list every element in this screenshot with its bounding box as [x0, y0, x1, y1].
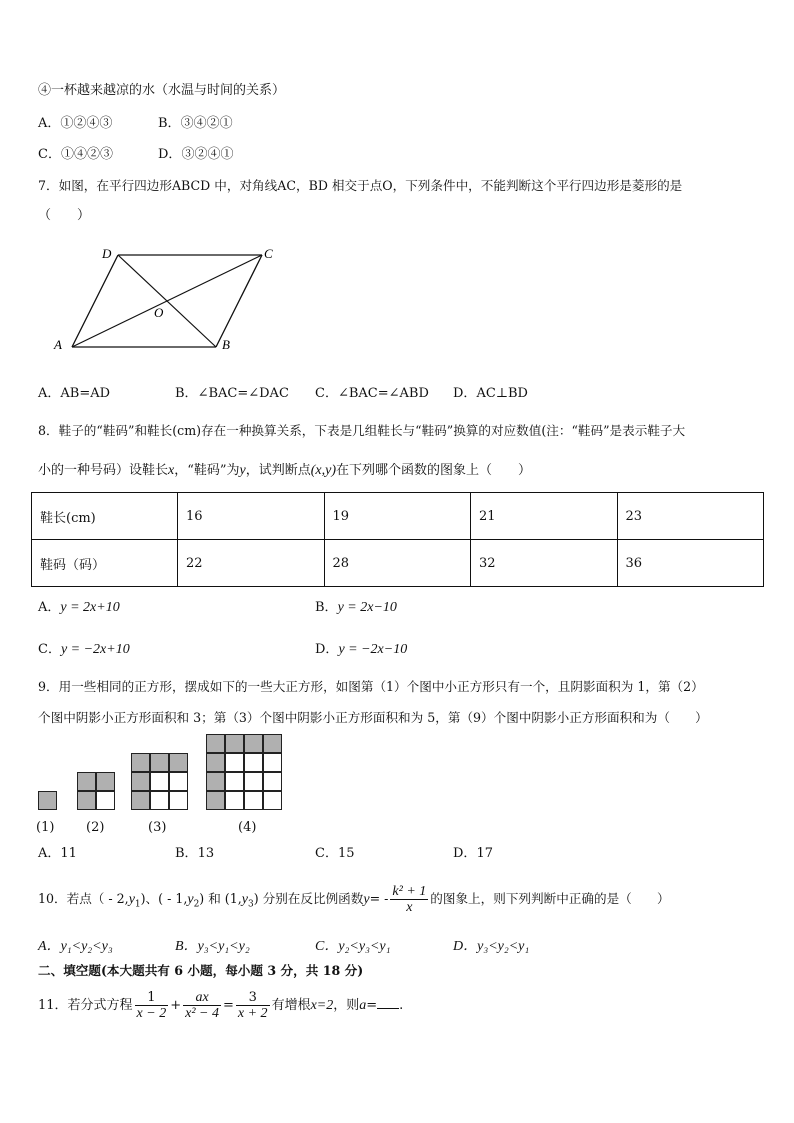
table-cell: 16	[178, 493, 325, 540]
q8-option-c[interactable]: C．y = −2x+10	[38, 642, 130, 657]
blank-square	[169, 791, 188, 810]
q6-option-a[interactable]: A．①②④③	[38, 116, 113, 131]
blank-square	[244, 791, 263, 810]
q11-fraction-3: $\frac{3}{x + 2}$	[237, 990, 268, 1021]
shaded-square	[96, 772, 115, 791]
q6-option-b[interactable]: B．③④②①	[158, 116, 233, 131]
vertex-label-a: A	[54, 337, 62, 352]
figure-caption-4: (4)	[238, 820, 257, 835]
blank-square	[263, 791, 282, 810]
q10-option-c[interactable]: C．y₂<y₃<y₁	[315, 939, 391, 954]
table-cell: 19	[324, 493, 471, 540]
q7-option-a[interactable]: A．AB=AD	[38, 386, 111, 401]
figure-caption-2: (2)	[86, 820, 105, 835]
q6-option-c[interactable]: C．①④②③	[38, 147, 113, 162]
q6-item4: ④一杯越来越凉的水（水温与时间的关系）	[38, 83, 286, 98]
table-cell: 23	[617, 493, 764, 540]
q8-option-a[interactable]: A．y = 2x+10	[38, 600, 120, 615]
shaded-square	[131, 791, 150, 810]
shaded-square	[263, 734, 282, 753]
table-cell: 22	[178, 540, 325, 587]
q8-option-d[interactable]: D．y = −2x−10	[315, 642, 408, 657]
q7-stem-line2: （ ）	[38, 208, 91, 223]
shaded-square	[206, 753, 225, 772]
shaded-square	[38, 791, 57, 810]
section-heading: 二、填空题(本大题共有 6 小题，每小题 3 分，共 18 分)	[38, 963, 364, 978]
vertex-label-d: D	[102, 246, 112, 261]
parallelogram-figure	[40, 240, 300, 360]
q10-stem: 10．若点（ - $2,y_1$)、( - $1,y_2$) 和 $(1,y_3)$ 分别在反比例函数y= - $\frac{\text{k² + 1}}{x}$ 的图象上，则下列判断中正确的是（ ）	[38, 884, 670, 915]
shaded-square	[206, 734, 225, 753]
side-bc	[216, 255, 262, 347]
shaded-square	[244, 734, 263, 753]
q8-stem-line1: 8．鞋子的“鞋码”和鞋长(cm)存在一种换算关系，下表是几组鞋长与“鞋码”换算的对应数值(注：“鞋码”是表示鞋子大	[38, 423, 686, 438]
shaded-square	[77, 791, 96, 810]
shaded-square	[131, 772, 150, 791]
table-row-header: 鞋码（码）	[32, 540, 178, 587]
shaded-square	[225, 734, 244, 753]
blank-square	[150, 791, 169, 810]
q11-stem: 11．若分式方程 $\frac{1}{x - 2}$ + $\frac{ax}{\text{x² − 4}}$ = $\frac{3}{x + 2}$ 有增根x=2，则a= .	[38, 990, 404, 1021]
q9-option-c[interactable]: C．15	[315, 846, 355, 861]
blank-square	[150, 772, 169, 791]
center-label-o: O	[154, 305, 164, 320]
blank-square	[225, 772, 244, 791]
q11-fraction-1: $\frac{1}{x - 2}$	[136, 990, 167, 1021]
blank-square	[96, 791, 115, 810]
q9-stem-line1: 9．用一些相同的正方形，摆成如下的一些大正方形，如图第（1）个图中小正方形只有一个，且阴影面积为 1，第（2）	[38, 679, 704, 694]
figure-caption-3: (3)	[148, 820, 167, 835]
q7-option-d[interactable]: D．AC⊥BD	[453, 386, 528, 401]
q10-option-a[interactable]: A．y₁<y₂<y₃	[38, 939, 113, 954]
shaded-square	[169, 753, 188, 772]
vertex-label-b: B	[222, 337, 230, 352]
blank-square	[244, 772, 263, 791]
blank-square	[263, 753, 282, 772]
shaded-square	[150, 753, 169, 772]
shaded-square	[206, 791, 225, 810]
table-row-header: 鞋长(cm)	[32, 493, 178, 540]
table-cell: 21	[471, 493, 618, 540]
blank-square	[225, 753, 244, 772]
shoe-size-table	[31, 492, 764, 587]
table-cell: 36	[617, 540, 764, 587]
q7-option-c[interactable]: C．∠BAC=∠ABD	[315, 386, 429, 401]
answer-blank[interactable]	[377, 996, 399, 1009]
blank-square	[169, 772, 188, 791]
q9-stem-line2: 个图中阴影小正方形面积和 3；第（3）个图中阴影小正方形面积和为 5，第（9）个图中阴影小正方形面积和为（ ）	[38, 710, 708, 725]
side-da	[72, 255, 118, 347]
diagonal-bd	[118, 255, 216, 347]
q10-option-d[interactable]: D．y₃<y₂<y₁	[453, 939, 530, 954]
shaded-square	[206, 772, 225, 791]
q8-stem-line2: 小的一种号码）设鞋长x，“鞋码”为y，试判断点(x,y)在下列哪个函数的图象上（ ）	[38, 463, 532, 478]
table-row	[32, 540, 764, 587]
q10-fraction: $\frac{\text{k² + 1}}{x}$	[392, 884, 427, 915]
figure-caption-1: (1)	[36, 820, 55, 835]
blank-square	[244, 753, 263, 772]
table-cell: 28	[324, 540, 471, 587]
shaded-square	[77, 772, 96, 791]
table-cell: 32	[471, 540, 618, 587]
table-row	[32, 493, 764, 540]
q7-option-b[interactable]: B．∠BAC=∠DAC	[175, 386, 289, 401]
q9-option-a[interactable]: A．11	[38, 846, 77, 861]
q8-option-b[interactable]: B．y = 2x−10	[315, 600, 397, 615]
vertex-label-c: C	[264, 246, 273, 261]
q9-option-d[interactable]: D．17	[453, 846, 493, 861]
blank-square	[263, 772, 282, 791]
q10-option-b[interactable]: B．y₃<y₁<y₂	[175, 939, 250, 954]
q9-option-b[interactable]: B．13	[175, 846, 215, 861]
shaded-square	[131, 753, 150, 772]
blank-square	[225, 791, 244, 810]
q6-option-d[interactable]: D．③②④①	[158, 147, 234, 162]
q11-fraction-2: $\frac{ax}{\text{x² − 4}}$	[185, 990, 219, 1021]
q7-stem-line1: 7．如图，在平行四边形ABCD 中，对角线AC，BD 相交于点O，下列条件中，不能判断这个平行四边形是菱形的是	[38, 178, 683, 193]
